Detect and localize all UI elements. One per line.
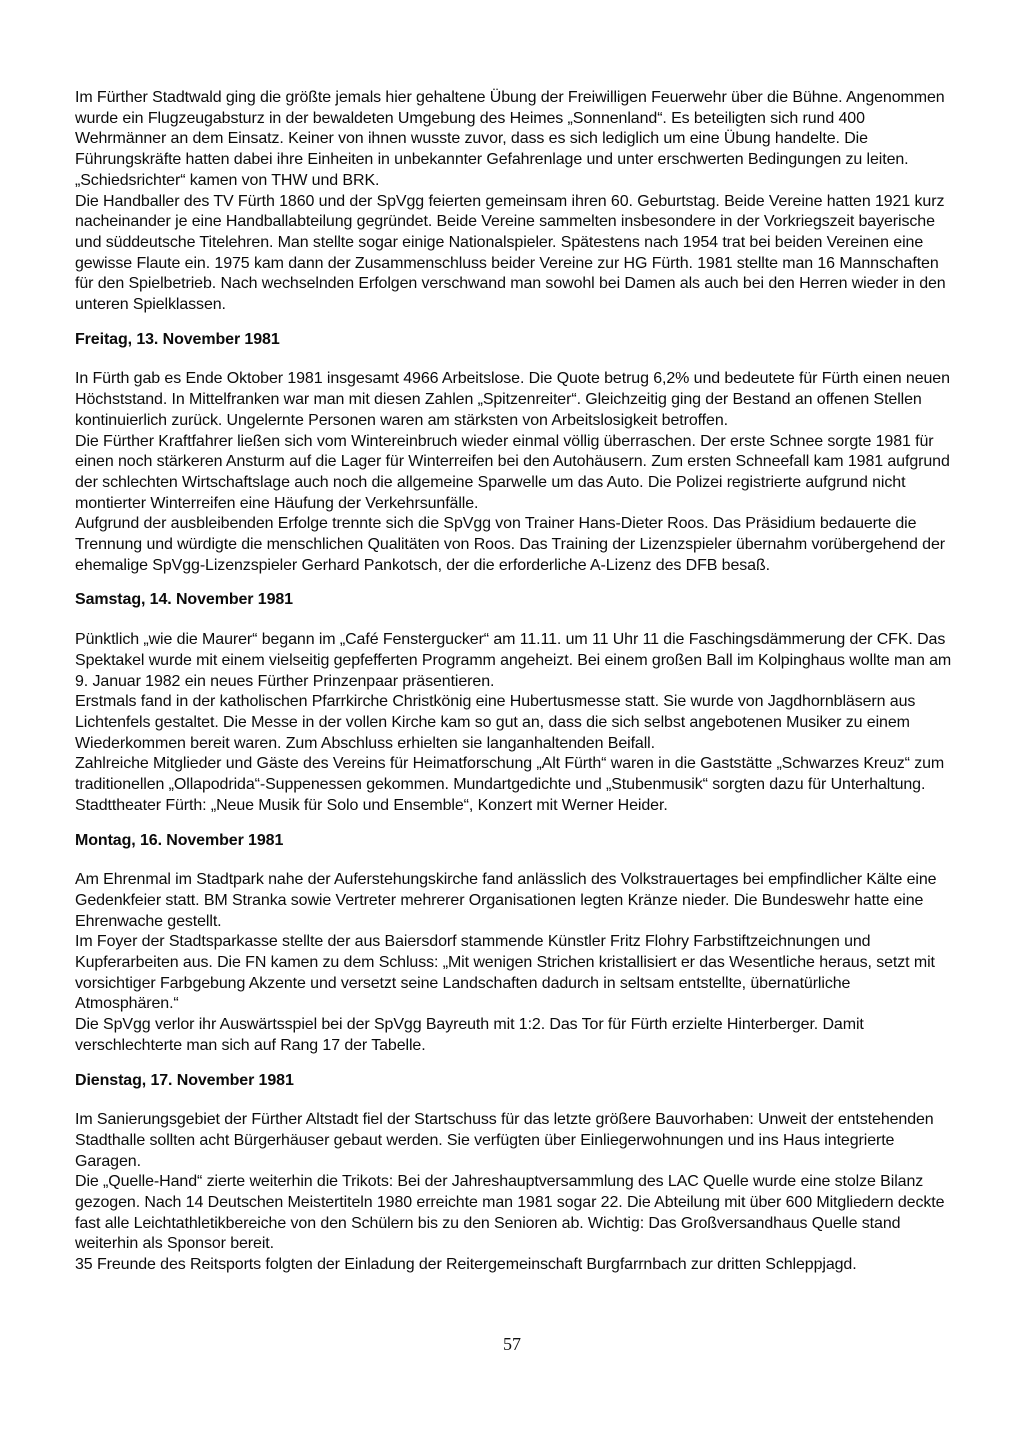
paragraph: Die SpVgg verlor ihr Auswärtsspiel bei der SpVgg Bayreuth mit 1:2. Das Tor für Fürth erzielte Hinterberger. Damit verschlechterte man sich auf Rang 17 der Tabelle. — [75, 1016, 864, 1054]
paragraph: Im Foyer der Stadtsparkasse stellte der aus Baiersdorf stammende Künstler Fritz Flohry Farbstiftzeichnungen und Kupferarbeiten aus. Die FN kamen zu dem Schluss: „Mit wenigen Strichen kristallisiert er das Wesentliche heraus, setzt mit vorsichtiger Farbgebung Akzente und versetzt seine Landschaften dadurch in seltsam entstellte, übernatürliche Atmosphären.“ — [75, 933, 935, 1013]
section-heading-montag: Montag, 16. November 1981 — [75, 831, 284, 849]
paragraph: Die „Quelle-Hand“ zierte weiterhin die Trikots: Bei der Jahreshauptversammlung des LAC Quelle wurde eine stolze Bilanz gezogen. Nach 14 Deutschen Meistertiteln 1980 erreichte man 1981 sogar 22. Die Abteilung mit über 600 Mitgliedern deckte fast alle Leichtathletikbereiche von den Schülern bis zu den Senioren ab. Wichtig: Das Großversandhaus Quelle stand weiterhin als Sponsor bereit. — [75, 1173, 945, 1253]
paragraph: Stadttheater Fürth: „Neue Musik für Solo und Ensemble“, Konzert mit Werner Heider. — [75, 796, 668, 814]
paragraph: Im Sanierungsgebiet der Fürther Altstadt fiel der Startschuss für das letzte größere Bauvorhaben: Unweit der entstehenden Stadthalle sollten acht Bürgerhäuser gebaut werden. Sie verfügten über Einliegerwohnungen und ins Haus integrierte Garagen. — [75, 1111, 934, 1170]
paragraph: Am Ehrenmal im Stadtpark nahe der Auferstehungskirche fand anlässlich des Volkstrauertages bei empfindlicher Kälte eine Gedenkfeier statt. BM Stranka sowie Vertreter mehrerer Organisationen legten Kränze nieder. Die Bundeswehr hatte eine Ehrenwache gestellt. — [75, 871, 937, 930]
paragraph: Pünktlich „wie die Maurer“ begann im „Café Fenstergucker“ am 11.11. um 11 Uhr 11 die Faschingsdämmerung der CFK. Das Spektakel wurde mit einem vielseitig gepfefferten Programm angeheizt. Bei einem großen Ball im Kolpinghaus wollte man am 9. Januar 1982 ein neues Fürther Prinzenpaar präsentieren. — [75, 631, 952, 690]
paragraph: Die Fürther Kraftfahrer ließen sich vom Wintereinbruch wieder einmal völlig überraschen. Der erste Schnee sorgte 1981 für einen noch stärkeren Ansturm auf die Lager für Winterreifen bei den Autohäusern. Zum ersten Schneefall kam 1981 aufgrund der schlechten Wirtschaftslage auch noch die allgemeine Sparwelle um das Auto. Die Polizei registrierte aufgrund nicht montierter Winterreifen eine Häufung der Verkehrsunfälle. — [75, 432, 950, 512]
section-heading-dienstag: Dienstag, 17. November 1981 — [75, 1071, 294, 1089]
paragraph: Erstmals fand in der katholischen Pfarrkirche Christkönig eine Hubertusmesse statt. Sie wurde von Jagdhornbläsern aus Lichtenfels gestaltet. Die Messe in der vollen Kirche kam so gut an, dass die sich selbst angebotenen Musiker zu einem Wiederkommen bereit waren. Zum Abschluss erhielten sie langanhaltenden Beifall. — [75, 693, 916, 752]
page-number: 57 — [503, 1334, 521, 1354]
paragraph: Im Fürther Stadtwald ging die größte jemals hier gehaltene Übung der Freiwilligen Feuerwehr über die Bühne. Angenommen wurde ein Flugzeugabsturz in der bewaldeten Umgebung des Heimes „Sonnenland“. Es beteiligten sich rund 400 Wehrmänner an dem Einsatz. Keiner von ihnen wusste zuvor, dass es sich lediglich um eine Übung handelte. Die Führungskräfte hatten dabei ihre Einheiten in unbekannter Gefahrenlage und unter erschwerten Bedingungen zu leiten. „Schiedsrichter“ kamen von THW und BRK. — [75, 89, 945, 189]
paragraph: Zahlreiche Mitglieder und Gäste des Vereins für Heimatforschung „Alt Fürth“ waren in die Gaststätte „Schwarzes Kreuz“ zum traditionellen „Ollapodrida“-Suppenessen gekommen. Mundartgedichte und „Stubenmusik“ sorgten dazu für Unterhaltung. — [75, 755, 945, 794]
document-content — [75, 88, 953, 1276]
paragraph: Aufgrund der ausbleibenden Erfolge trennte sich die SpVgg von Trainer Hans-Dieter Roos. Das Präsidium bedauerte die Trennung und würdigte die menschlichen Qualitäten von Roos. Das Training der Lizenzspieler übernahm vorübergehend der ehemalige SpVgg-Lizenzspieler Gerhard Pankotsch, der die erforderliche A-Lizenz des DFB besaß. — [75, 515, 946, 574]
paragraph: In Fürth gab es Ende Oktober 1981 insgesamt 4966 Arbeitslose. Die Quote betrug 6,2% und bedeutete für Fürth einen neuen Höchststand. In Mittelfranken war man mit diesen Zahlen „Spitzenreiter“. Gleichzeitig ging der Bestand an offenen Stellen kontinuierlich zurück. Ungelernte Personen waren am stärksten von Arbeitslosigkeit betroffen. — [75, 370, 950, 429]
paragraph: Die Handballer des TV Fürth 1860 und der SpVgg feierten gemeinsam ihren 60. Geburtstag. Beide Vereine hatten 1921 kurz nacheinander je eine Handballabteilung gegründet. Beide Vereine sammelten insbesondere in der Vorkriegszeit bayerische und süddeutsche Titelehren. Man stellte sogar einige Nationalspieler. Spätestens nach 1954 trat bei beiden Vereinen eine gewisse Flaute ein. 1975 kam dann der Zusammenschluss beider Vereine zur HG Fürth. 1981 stellte man 16 Mannschaften für den Spielbetrieb. Nach wechselnden Erfolgen verschwand man sowohl bei Damen als auch bei den Herren wieder in den unteren Spielklassen. — [75, 192, 946, 314]
paragraph: 35 Freunde des Reitsports folgten der Einladung der Reitergemeinschaft Burgfarrnbach zur dritten Schleppjagd. — [75, 1256, 857, 1274]
section-heading-freitag: Freitag, 13. November 1981 — [75, 330, 280, 348]
section-heading-samstag: Samstag, 14. November 1981 — [75, 591, 293, 609]
